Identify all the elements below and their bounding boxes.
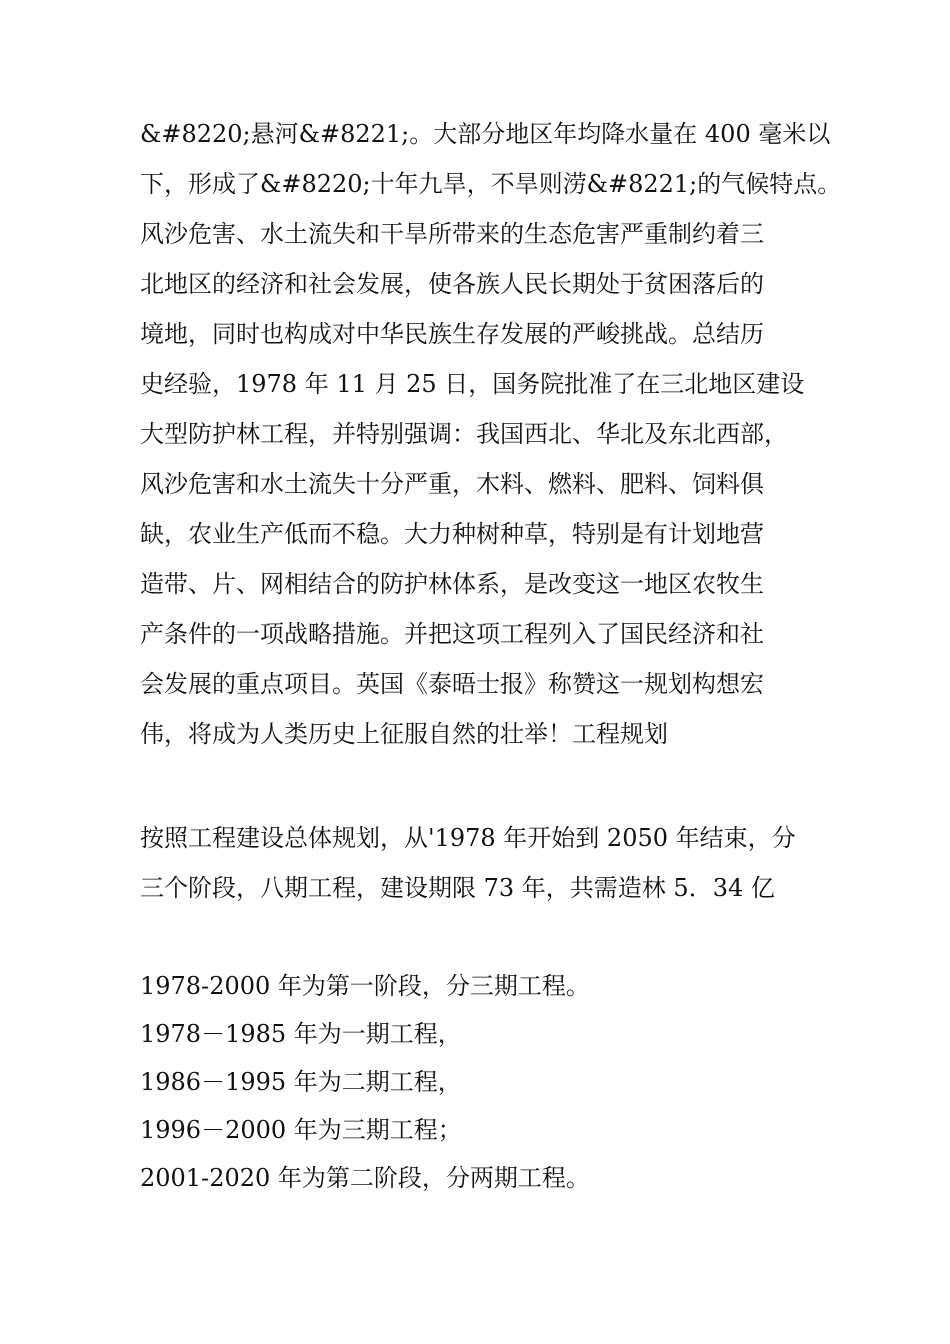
text-line: 按照工程建设总体规划，从'1978 年开始到 2050 年结束，分 [140, 824, 796, 852]
text-line: 伟，将成为人类历史上征服自然的壮举！工程规划 [140, 720, 668, 748]
phase-line: 1996－2000 年为三期工程； [140, 1116, 462, 1144]
text-line: 会发展的重点项目。英国《泰晤士报》称赞这一规划构想宏 [140, 670, 764, 698]
text-line: 大型防护林工程，并特别强调：我国西北、华北及东北西部， [140, 420, 788, 448]
phase-line: 1978－1985 年为一期工程， [140, 1020, 462, 1048]
text-line: &#8220;悬河&#8221;。大部分地区年均降水量在 400 毫米以 [140, 120, 831, 148]
text-line: 风沙危害和水土流失十分严重，木料、燃料、肥料、饲料俱 [140, 470, 764, 498]
paragraph-plan [140, 813, 820, 913]
text-line: 三个阶段，八期工程，建设期限 73 年，共需造林 5．34 亿 [140, 874, 775, 902]
paragraph-phases [140, 962, 820, 1202]
text-line: 史经验，1978 年 11 月 25 日，国务院批准了在三北地区建设 [140, 370, 805, 398]
text-line: 风沙危害、水土流失和干旱所带来的生态危害严重制约着三 [140, 220, 764, 248]
text-line: 北地区的经济和社会发展，使各族人民长期处于贫困落后的 [140, 270, 764, 298]
paragraph-history [140, 109, 842, 759]
text-line: 造带、片、网相结合的防护林体系，是改变这一地区农牧生 [140, 570, 764, 598]
phase-line: 2001-2020 年为第二阶段，分两期工程。 [140, 1164, 590, 1192]
phase-line: 1986－1995 年为二期工程， [140, 1068, 462, 1096]
text-line: 产条件的一项战略措施。并把这项工程列入了国民经济和社 [140, 620, 764, 648]
text-line: 境地，同时也构成对中华民族生存发展的严峻挑战。总结历 [140, 320, 764, 348]
text-line: 缺，农业生产低而不稳。大力种树种草，特别是有计划地营 [140, 520, 764, 548]
phase-line: 1978-2000 年为第一阶段，分三期工程。 [140, 972, 590, 1000]
text-line: 下，形成了&#8220;十年九旱，不旱则涝&#8221;的气候特点。 [140, 170, 842, 198]
